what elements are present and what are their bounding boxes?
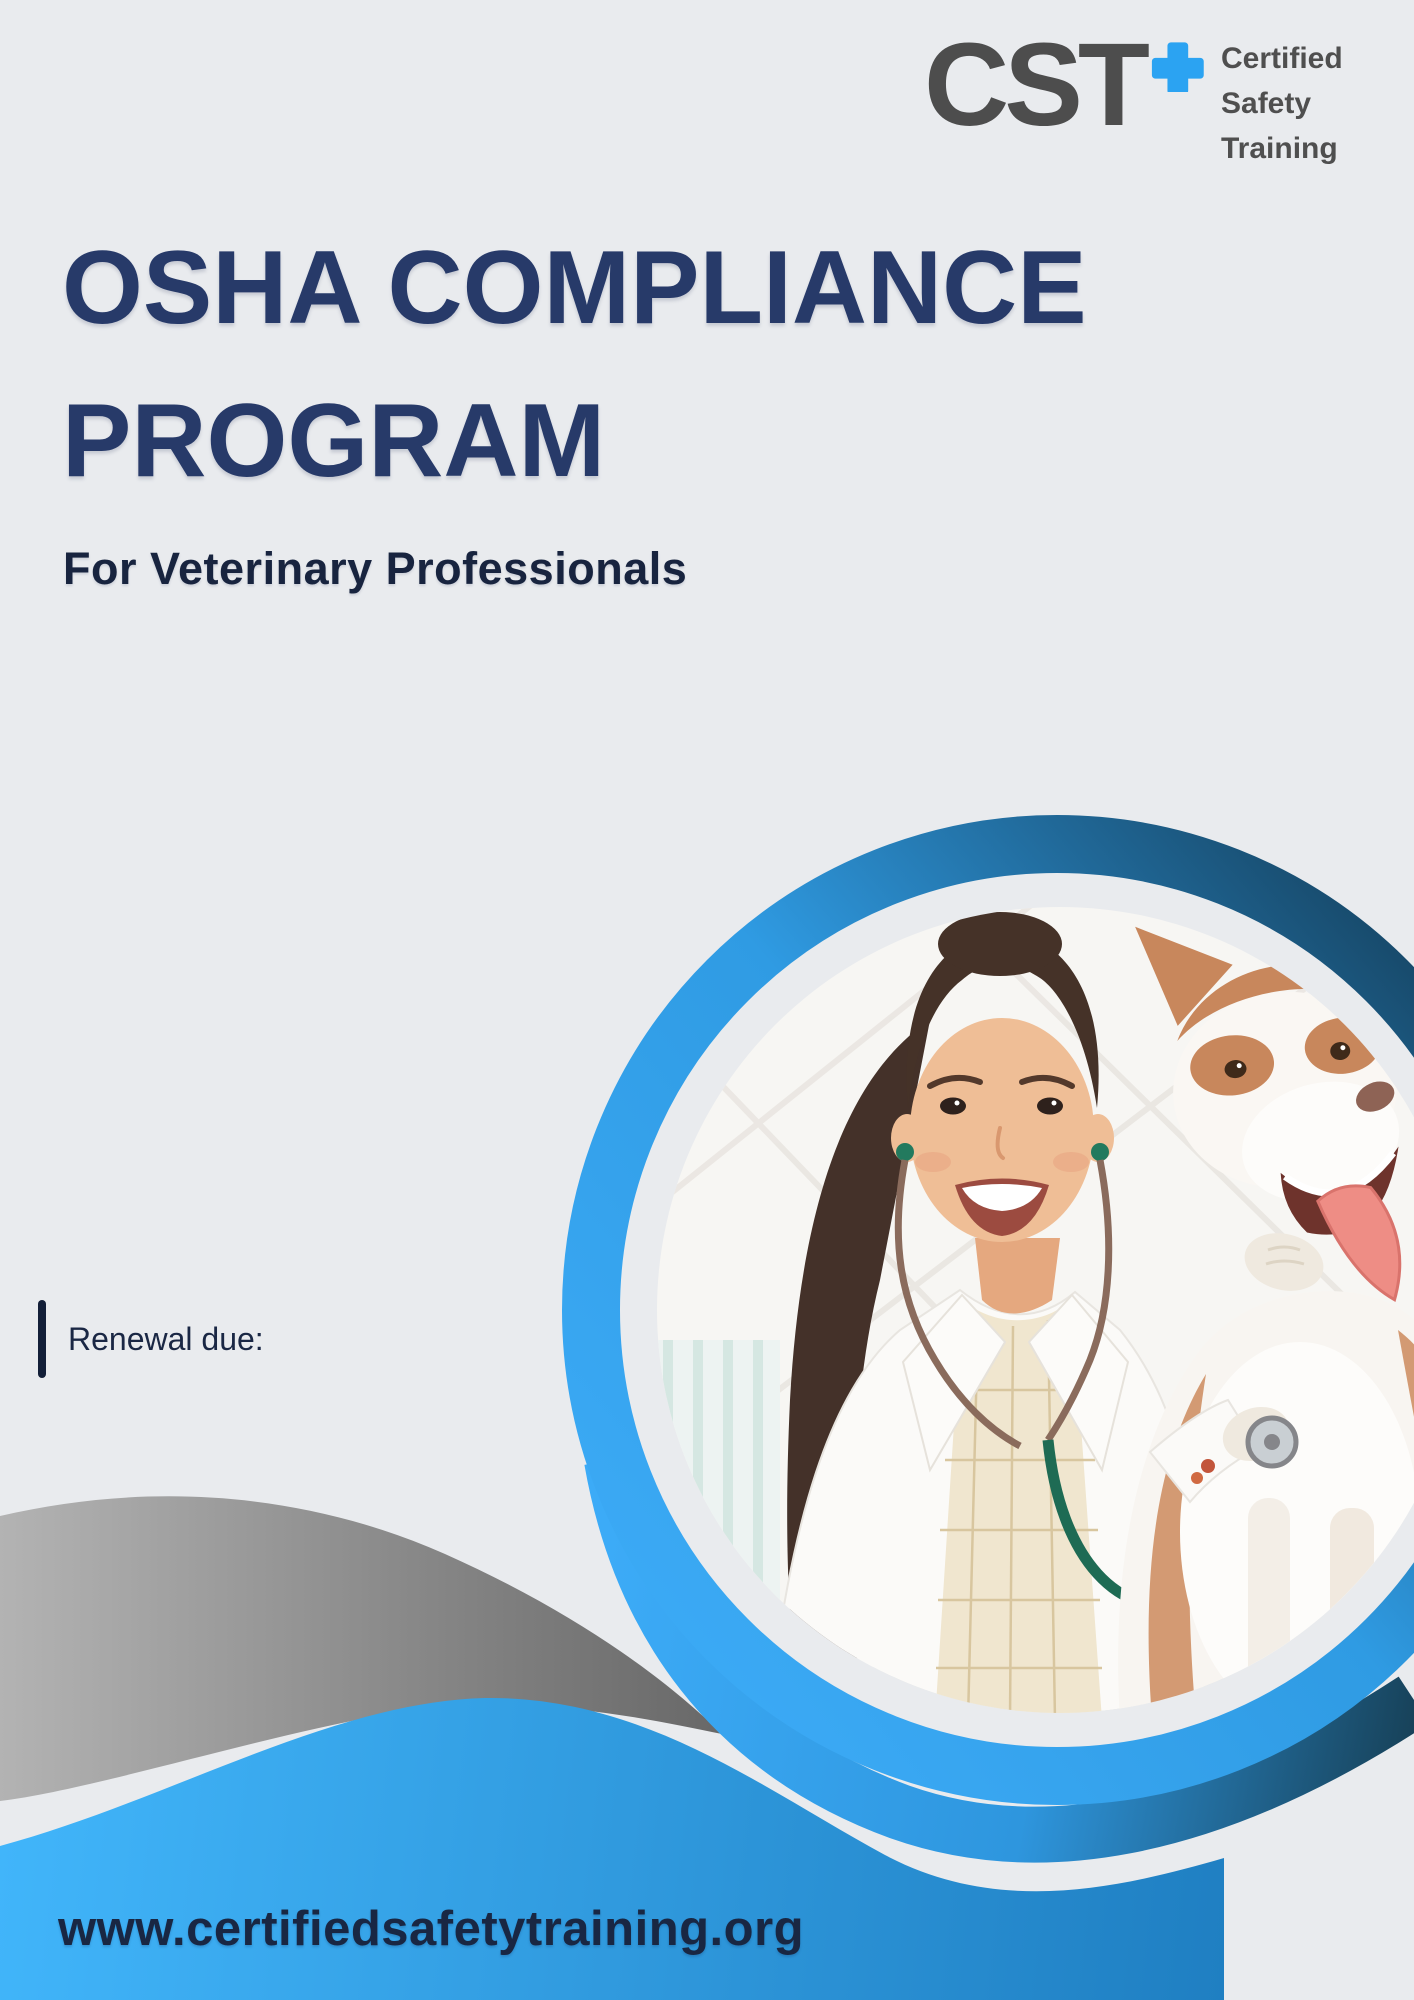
title-line-2: PROGRAM: [62, 383, 606, 499]
logo-name-line: Certified: [1221, 42, 1343, 75]
logo-name-line: Safety: [1221, 87, 1312, 120]
page-subtitle: For Veterinary Professionals: [63, 543, 688, 594]
medical-plus-icon: [1151, 38, 1205, 92]
renewal-row: [38, 1300, 264, 1378]
logo: [924, 19, 1343, 171]
logo-name: [1221, 36, 1343, 171]
logo-name-line: Training: [1221, 132, 1338, 165]
page-title: [62, 212, 1242, 518]
website-link[interactable]: www.certifiedsafetytraining.org: [58, 1902, 805, 1956]
logo-abbr: CST: [924, 19, 1145, 151]
renewal-label: Renewal due:: [68, 1320, 264, 1357]
renewal-accent-bar: [38, 1300, 46, 1378]
title-line-1: OSHA COMPLIANCE: [62, 230, 1087, 346]
